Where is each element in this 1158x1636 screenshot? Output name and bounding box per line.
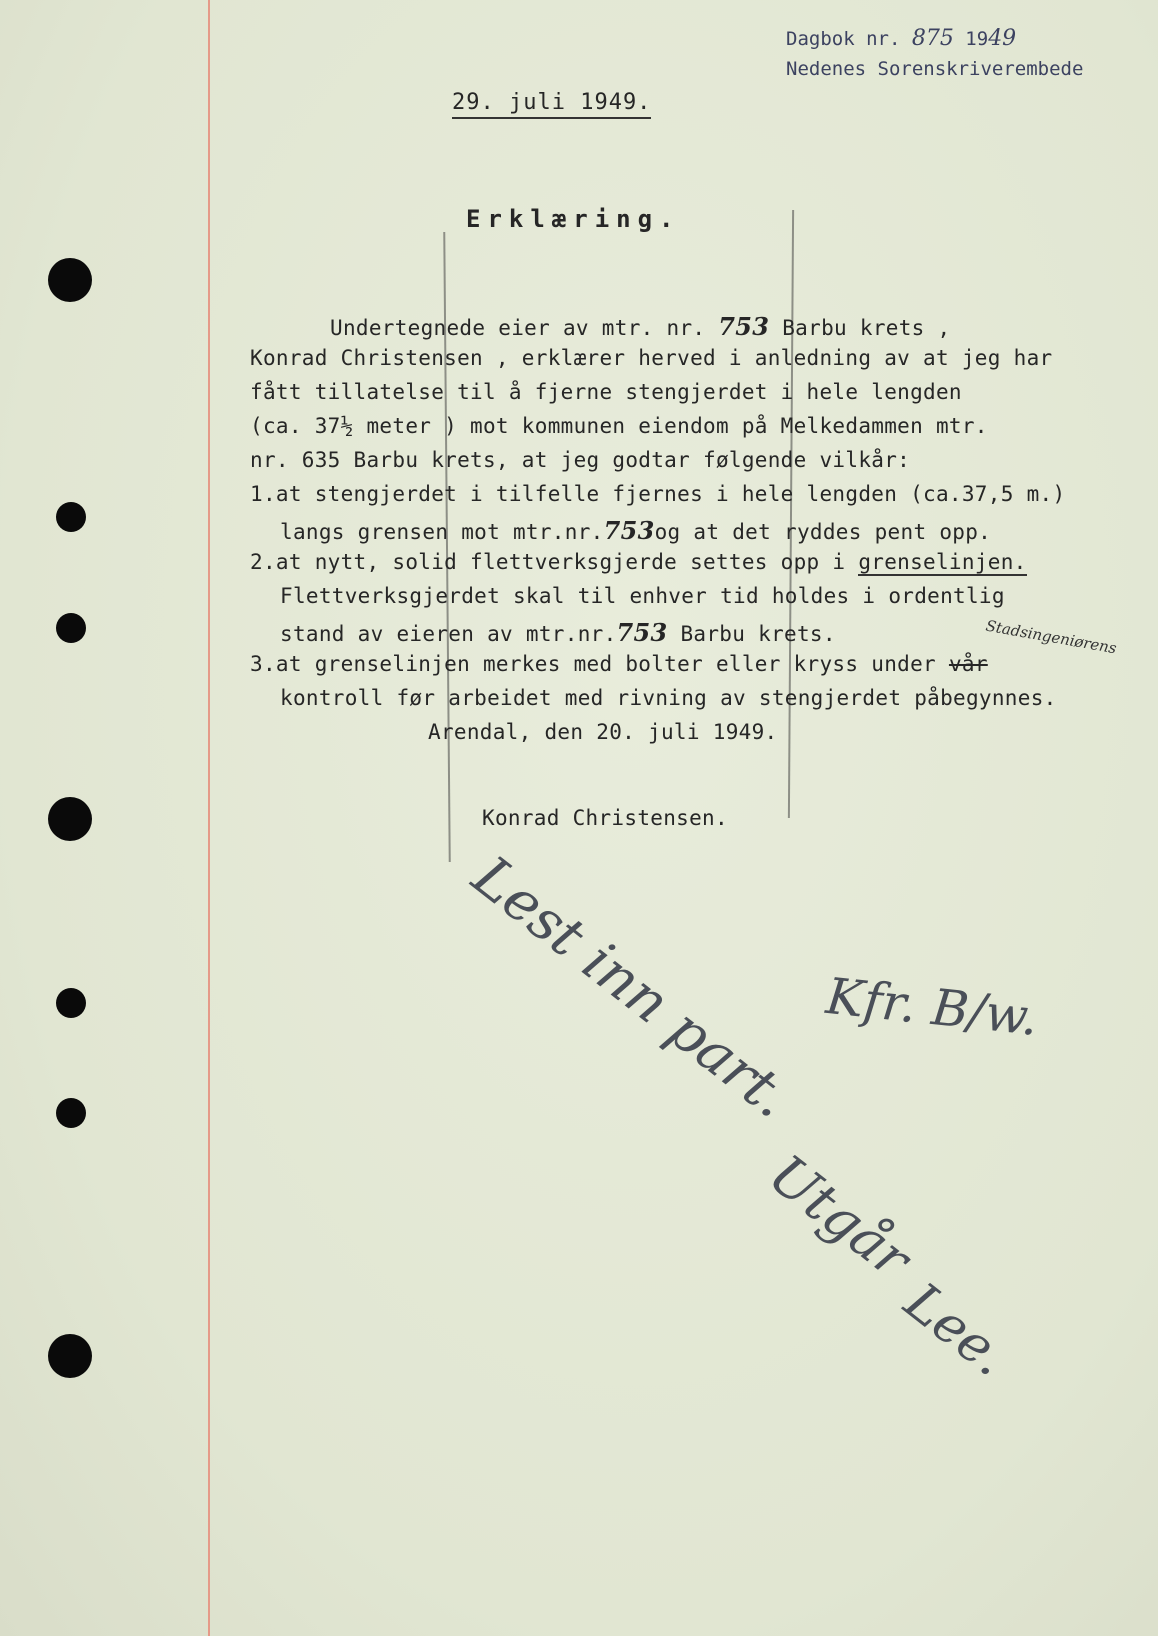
punch-hole xyxy=(56,613,86,643)
year-suffix: 49 xyxy=(988,26,1017,51)
handwritten-insertion: Stadsingeniørens xyxy=(984,616,1118,658)
punch-hole xyxy=(56,502,86,532)
document-date: 29. juli 1949. xyxy=(452,90,651,119)
dagbok-number: 875 xyxy=(911,26,954,51)
handwritten-number: 753 xyxy=(603,516,655,545)
punch-hole xyxy=(48,797,92,841)
body-line: 1.at stengjerdet i tilfelle fjernes i hele lengden (ca.37,5 m.) xyxy=(250,482,1066,506)
body-line: langs grensen mot mtr.nr.753og at det ryddes pent opp. xyxy=(280,516,992,545)
dagbok-line xyxy=(786,24,1083,54)
body-line: kontroll før arbeidet med rivning av stengjerdet påbegynnes. xyxy=(280,686,1057,710)
handwritten-number: 753 xyxy=(616,618,668,647)
punch-hole xyxy=(56,1098,86,1128)
punch-hole xyxy=(48,258,92,302)
struck-word: vår xyxy=(948,652,988,676)
handwritten-number: 753 xyxy=(718,312,770,341)
document-title: Erklæring. xyxy=(466,205,681,233)
registry-stamp xyxy=(786,24,1083,84)
body-line: 2.at nytt, solid flettverksgjerde settes opp i grenselinjen. xyxy=(250,550,1027,574)
dagbok-label: Dagbok nr. xyxy=(786,28,901,50)
body-line: Flettverksgjerdet skal til enhver tid holdes i ordentlig xyxy=(280,584,1005,608)
handwritten-note: Lee. xyxy=(893,1271,1020,1389)
handwritten-note: Lest inn part. xyxy=(460,843,803,1132)
office-name: Nedenes Sorenskriverembede xyxy=(786,58,1084,80)
body-line: 3.at grenselinjen merkes med bolter eller kryss under vår xyxy=(250,652,988,676)
underlined-text: grenselinjen. xyxy=(858,550,1027,574)
place-date-line: Arendal, den 20. juli 1949. xyxy=(428,720,778,744)
year-prefix: 19 xyxy=(965,28,989,50)
handwritten-note: Kfr. B/w. xyxy=(823,967,1041,1047)
body-line: fått tillatelse til å fjerne stengjerdet i hele lengden xyxy=(250,380,962,404)
punch-hole xyxy=(56,988,86,1018)
body-line: (ca. 37½ meter ) mot kommunen eiendom på Melkedammen mtr. xyxy=(250,414,988,438)
handwritten-note: Utgår xyxy=(757,1142,923,1291)
body-line: Konrad Christensen , erklærer herved i anledning av at jeg har xyxy=(250,346,1053,370)
body-line: nr. 635 Barbu krets, at jeg godtar følgende vilkår: xyxy=(250,448,911,472)
margin-line xyxy=(208,0,210,1636)
body-line: stand av eieren av mtr.nr.753 Barbu krets. xyxy=(280,618,836,647)
punch-hole xyxy=(48,1334,92,1378)
body-line: Undertegnede eier av mtr. nr. 753 Barbu krets , xyxy=(330,312,951,341)
pencil-line-right xyxy=(788,210,794,818)
typed-signature: Konrad Christensen. xyxy=(482,806,728,830)
